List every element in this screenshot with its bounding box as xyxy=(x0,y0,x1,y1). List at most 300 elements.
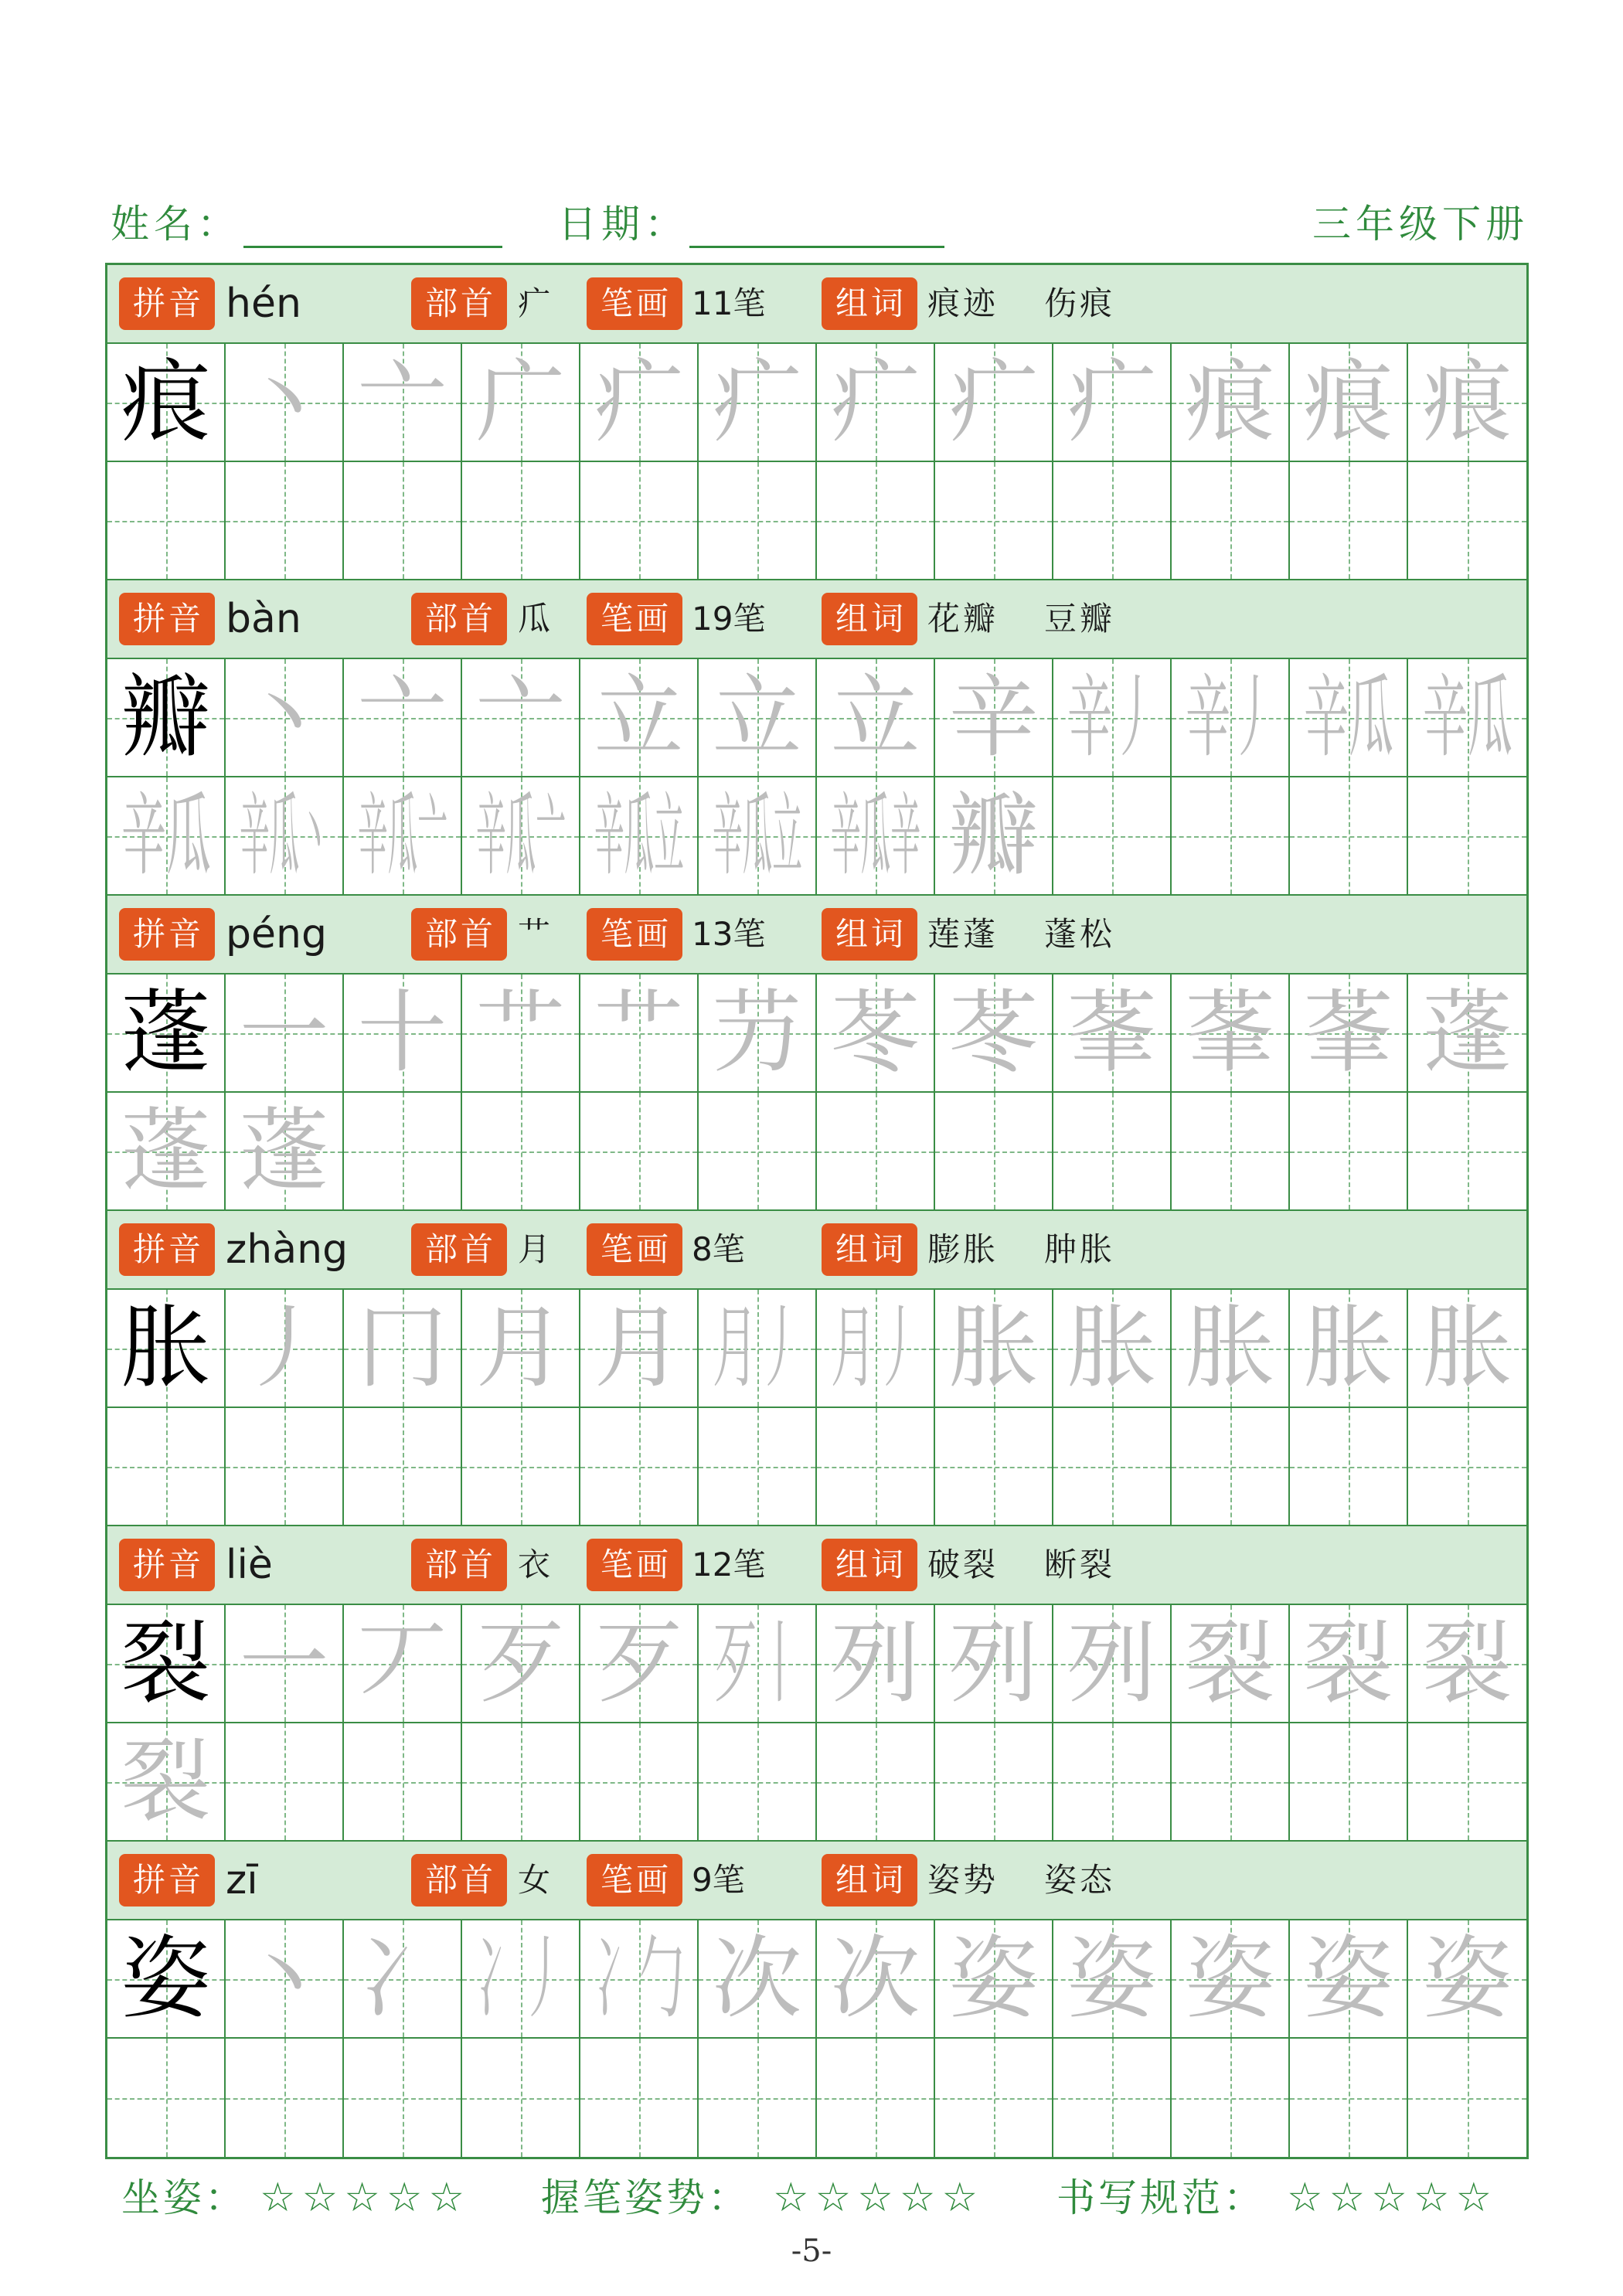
stroke-trace: 次 xyxy=(830,1926,920,2031)
practice-cell xyxy=(935,1290,1053,1408)
writing-standard-stars: ☆☆☆☆☆ xyxy=(1287,2175,1499,2221)
word-1: 姿势 xyxy=(927,1861,999,1899)
practice-cell xyxy=(1408,344,1526,462)
practice-cell xyxy=(699,1093,817,1211)
practice-cell xyxy=(462,659,580,777)
practice-cell xyxy=(1408,1093,1526,1211)
posture-stars: ☆☆☆☆☆ xyxy=(260,2175,471,2221)
practice-cell xyxy=(817,1723,935,1842)
practice-cell xyxy=(226,659,344,777)
practice-cell xyxy=(580,1605,699,1723)
strokes-badge: 笔画 xyxy=(587,908,682,961)
stroke-trace: 歹 xyxy=(594,1611,684,1716)
practice-cell xyxy=(107,1723,226,1842)
practice-cell xyxy=(1053,1605,1172,1723)
practice-cell xyxy=(699,1408,817,1526)
practice-cell xyxy=(344,344,462,462)
entry-info-row xyxy=(107,1842,1526,1920)
words-badge: 组词 xyxy=(822,1539,917,1591)
pinyin-badge: 拼音 xyxy=(119,277,215,330)
practice-cell xyxy=(1172,1723,1290,1842)
stroke-trace: 立 xyxy=(830,665,920,770)
practice-cell xyxy=(699,975,817,1093)
practice-cell xyxy=(462,344,580,462)
practice-cell xyxy=(1408,1290,1526,1408)
practice-cell xyxy=(1053,462,1172,580)
practice-cell xyxy=(1290,1605,1408,1723)
practice-grid xyxy=(107,1290,1526,1526)
stroke-trace: 疒 xyxy=(830,349,920,454)
stroke-trace: 歹 xyxy=(475,1611,566,1716)
stroke-trace: 亠 xyxy=(357,349,447,454)
practice-cell xyxy=(344,462,462,580)
stroke-count: 13笔 xyxy=(692,915,766,953)
practice-cell xyxy=(1172,1093,1290,1211)
stroke-count: 11笔 xyxy=(692,284,766,322)
date-underline xyxy=(689,246,944,248)
words-badge: 组词 xyxy=(822,908,917,961)
practice-cell xyxy=(580,1920,699,2039)
stroke-trace: 辛瓜辛 xyxy=(830,783,920,888)
words-badge: 组词 xyxy=(822,1223,917,1276)
stroke-trace: 裂 xyxy=(1303,1611,1393,1716)
practice-cell xyxy=(462,1093,580,1211)
practice-cell xyxy=(1053,2039,1172,2157)
practice-cell xyxy=(1290,777,1408,896)
practice-cell xyxy=(462,462,580,580)
stroke-trace: 辛瓜 xyxy=(121,783,211,888)
practice-cell xyxy=(1290,462,1408,580)
practice-cell xyxy=(1290,2039,1408,2157)
stroke-trace: 姿 xyxy=(1303,1926,1393,2031)
entry-info-row xyxy=(107,580,1526,659)
pinyin-text: liè xyxy=(226,1542,273,1588)
practice-cell xyxy=(1290,975,1408,1093)
practice-cell xyxy=(1290,1290,1408,1408)
writing-standard-label: 书写规范： xyxy=(1056,2175,1265,2220)
stroke-trace: 姿 xyxy=(1185,1926,1275,2031)
word-2: 姿态 xyxy=(1044,1861,1116,1899)
stroke-trace: 疒 xyxy=(1067,349,1157,454)
practice-cell xyxy=(344,1093,462,1211)
stroke-trace: 莑 xyxy=(1185,980,1275,1085)
stroke-trace: 月 xyxy=(475,1295,566,1400)
practice-cell xyxy=(226,2039,344,2157)
entry-info-row xyxy=(107,265,1526,344)
words-badge: 组词 xyxy=(822,277,917,330)
radical-badge: 部首 xyxy=(411,277,507,330)
practice-cell xyxy=(344,1290,462,1408)
stroke-trace: 胀 xyxy=(1067,1295,1157,1400)
stroke-trace: 裂 xyxy=(121,1729,211,1834)
practice-cell xyxy=(580,2039,699,2157)
radical-text: 瓜 xyxy=(518,600,551,638)
practice-cell xyxy=(1053,1920,1172,2039)
practice-cell xyxy=(699,1723,817,1842)
page-number: -5- xyxy=(791,2233,832,2269)
strokes-badge: 笔画 xyxy=(587,1539,682,1591)
practice-cell xyxy=(226,1723,344,1842)
practice-cell xyxy=(817,1093,935,1211)
practice-cell xyxy=(1408,1408,1526,1526)
word-2: 断裂 xyxy=(1044,1546,1116,1583)
stroke-trace: 列 xyxy=(1067,1611,1157,1716)
stroke-trace: 痕 xyxy=(1422,349,1512,454)
name-underline xyxy=(243,246,502,248)
model-character: 瓣 xyxy=(121,665,211,770)
entry-info-row xyxy=(107,1526,1526,1605)
practice-cell xyxy=(226,1605,344,1723)
stroke-trace: 姿 xyxy=(948,1926,1039,2031)
practice-grid xyxy=(107,344,1526,580)
stroke-trace: 辛瓜立 xyxy=(712,783,802,888)
practice-cell xyxy=(226,1093,344,1211)
practice-cell xyxy=(226,975,344,1093)
radical-badge: 部首 xyxy=(411,908,507,961)
practice-cell xyxy=(344,1723,462,1842)
practice-cell xyxy=(1172,1920,1290,2039)
practice-cell xyxy=(817,975,935,1093)
word-1: 膨胀 xyxy=(927,1230,999,1268)
words-badge: 组词 xyxy=(822,593,917,645)
strokes-badge: 笔画 xyxy=(587,1223,682,1276)
stroke-count: 8笔 xyxy=(692,1230,745,1268)
practice-cell xyxy=(1053,1723,1172,1842)
practice-cell xyxy=(817,462,935,580)
word-2: 伤痕 xyxy=(1044,284,1116,322)
word-2: 豆瓣 xyxy=(1044,600,1116,638)
practice-cell xyxy=(580,1093,699,1211)
character-entry xyxy=(107,1211,1526,1526)
practice-cell xyxy=(580,1290,699,1408)
word-2: 蓬松 xyxy=(1044,915,1116,953)
practice-cell xyxy=(817,1290,935,1408)
strokes-badge: 笔画 xyxy=(587,277,682,330)
pinyin-badge: 拼音 xyxy=(119,1539,215,1591)
stroke-count: 19笔 xyxy=(692,600,766,638)
stroke-trace: 蓬 xyxy=(239,1098,329,1203)
stroke-trace: 月 xyxy=(594,1295,684,1400)
character-entry xyxy=(107,265,1526,580)
stroke-trace: 丶 xyxy=(239,349,329,454)
pinyin-badge: 拼音 xyxy=(119,1223,215,1276)
stroke-trace: 蓬 xyxy=(121,1098,211,1203)
entry-info-row xyxy=(107,1211,1526,1290)
practice-cell xyxy=(107,1920,226,2039)
stroke-trace: 辛瓜 xyxy=(1303,665,1393,770)
practice-cell xyxy=(817,659,935,777)
practice-cell xyxy=(935,462,1053,580)
stroke-trace: 月丿 xyxy=(712,1295,802,1400)
model-character: 胀 xyxy=(121,1295,211,1400)
practice-cell xyxy=(580,462,699,580)
practice-cell xyxy=(344,659,462,777)
practice-cell xyxy=(1172,1290,1290,1408)
practice-cell xyxy=(580,777,699,896)
stroke-trace: 胀 xyxy=(1185,1295,1275,1400)
posture-label: 坐姿： xyxy=(121,2175,247,2220)
practice-cell xyxy=(1053,344,1172,462)
model-character: 痕 xyxy=(121,349,211,454)
word-1: 破裂 xyxy=(927,1546,999,1583)
stroke-trace: 苳 xyxy=(830,980,920,1085)
practice-cell xyxy=(1053,975,1172,1093)
model-character: 蓬 xyxy=(121,980,211,1085)
stroke-trace: 胀 xyxy=(948,1295,1039,1400)
strokes-badge: 笔画 xyxy=(587,593,682,645)
model-character: 姿 xyxy=(121,1926,211,2031)
stroke-trace: 蓬 xyxy=(1422,980,1512,1085)
entry-info-row xyxy=(107,896,1526,975)
stroke-trace: 胀 xyxy=(1422,1295,1512,1400)
practice-cell xyxy=(1053,659,1172,777)
stroke-trace: 次 xyxy=(712,1926,802,2031)
practice-cell xyxy=(699,462,817,580)
practice-cell xyxy=(817,1408,935,1526)
stroke-trace: 痕 xyxy=(1303,349,1393,454)
practice-cell xyxy=(1053,777,1172,896)
model-character: 裂 xyxy=(121,1611,211,1716)
stroke-trace: 丆 xyxy=(357,1611,447,1716)
stroke-trace: 莑 xyxy=(1067,980,1157,1085)
practice-cell xyxy=(462,1605,580,1723)
practice-grid xyxy=(107,659,1526,896)
stroke-trace: 立 xyxy=(712,665,802,770)
practice-cell xyxy=(817,344,935,462)
practice-cell xyxy=(344,1605,462,1723)
practice-cell xyxy=(817,1920,935,2039)
practice-cell xyxy=(226,777,344,896)
pen-grip-stars: ☆☆☆☆☆ xyxy=(773,2175,985,2221)
stroke-trace: 裂 xyxy=(1422,1611,1512,1716)
practice-cell xyxy=(1172,975,1290,1093)
practice-cell xyxy=(817,777,935,896)
stroke-trace: 辛瓜亠 xyxy=(475,783,566,888)
practice-cell xyxy=(344,975,462,1093)
pinyin-text: zhàng xyxy=(226,1226,349,1273)
practice-cell xyxy=(462,975,580,1093)
practice-cell xyxy=(935,777,1053,896)
stroke-trace: 一 xyxy=(239,980,329,1085)
practice-cell xyxy=(699,1920,817,2039)
practice-cell xyxy=(935,2039,1053,2157)
practice-cell xyxy=(699,659,817,777)
practice-cell xyxy=(935,1723,1053,1842)
stroke-trace: 芀 xyxy=(712,980,802,1085)
stroke-trace: 艹 xyxy=(475,980,566,1085)
practice-cell xyxy=(699,777,817,896)
stroke-trace: 丶 xyxy=(239,665,329,770)
practice-grid xyxy=(107,1920,1526,2157)
stroke-trace: 冂 xyxy=(357,1295,447,1400)
radical-badge: 部首 xyxy=(411,1223,507,1276)
stroke-trace: 亠 xyxy=(357,665,447,770)
practice-cell xyxy=(1408,659,1526,777)
stroke-trace: 胀 xyxy=(1303,1295,1393,1400)
practice-cell xyxy=(107,777,226,896)
stroke-trace: 辛 xyxy=(948,665,1039,770)
practice-cell xyxy=(1172,2039,1290,2157)
practice-cell xyxy=(935,975,1053,1093)
practice-cell xyxy=(107,1605,226,1723)
stroke-count: 12笔 xyxy=(692,1546,766,1583)
stroke-trace: 疒 xyxy=(712,349,802,454)
stroke-trace: 辛瓜亠 xyxy=(357,783,447,888)
practice-sheet xyxy=(105,263,1529,2159)
practice-cell xyxy=(1408,975,1526,1093)
practice-cell xyxy=(1172,462,1290,580)
practice-cell xyxy=(107,462,226,580)
practice-cell xyxy=(344,777,462,896)
name-label: 姓名： xyxy=(111,202,240,247)
practice-cell xyxy=(935,344,1053,462)
character-entry xyxy=(107,1526,1526,1842)
stroke-trace: 立 xyxy=(594,665,684,770)
practice-cell xyxy=(1172,1408,1290,1526)
stroke-trace: 十 xyxy=(357,980,447,1085)
practice-cell xyxy=(1408,1605,1526,1723)
pinyin-text: zī xyxy=(226,1857,258,1903)
practice-cell xyxy=(107,2039,226,2157)
practice-cell xyxy=(1172,659,1290,777)
practice-cell xyxy=(1408,777,1526,896)
stroke-trace: 丿 xyxy=(239,1295,329,1400)
practice-cell xyxy=(226,1290,344,1408)
stroke-trace: 苳 xyxy=(948,980,1039,1085)
practice-cell xyxy=(1172,777,1290,896)
stroke-trace: 辛瓜立 xyxy=(594,783,684,888)
practice-cell xyxy=(1053,1408,1172,1526)
grade-label: 三年级下册 xyxy=(1312,202,1529,247)
practice-cell xyxy=(817,2039,935,2157)
stroke-trace: 丶 xyxy=(239,1926,329,2031)
radical-badge: 部首 xyxy=(411,593,507,645)
pinyin-text: bàn xyxy=(226,596,301,642)
practice-cell xyxy=(462,1290,580,1408)
practice-cell xyxy=(1408,2039,1526,2157)
character-entry xyxy=(107,580,1526,896)
practice-cell xyxy=(699,344,817,462)
character-entry xyxy=(107,896,1526,1211)
stroke-trace: 裂 xyxy=(1185,1611,1275,1716)
practice-cell xyxy=(226,1920,344,2039)
stroke-trace: 疒 xyxy=(948,349,1039,454)
stroke-trace: 月丿 xyxy=(830,1295,920,1400)
practice-cell xyxy=(699,1290,817,1408)
practice-cell xyxy=(580,1723,699,1842)
stroke-trace: 冫 xyxy=(357,1926,447,2031)
radical-text: 疒 xyxy=(518,284,551,322)
practice-cell xyxy=(935,1605,1053,1723)
practice-cell xyxy=(935,1093,1053,1211)
stroke-trace: 广 xyxy=(475,349,566,454)
stroke-trace: 辛瓜丶 xyxy=(239,783,329,888)
practice-cell xyxy=(1172,1605,1290,1723)
character-entry xyxy=(107,1842,1526,2157)
date-label: 日期： xyxy=(558,202,688,247)
practice-cell xyxy=(344,2039,462,2157)
practice-cell xyxy=(1290,659,1408,777)
stroke-trace: 歹丨 xyxy=(712,1611,802,1716)
stroke-trace: 莑 xyxy=(1303,980,1393,1085)
stroke-trace: 疒 xyxy=(594,349,684,454)
practice-cell xyxy=(107,1093,226,1211)
pinyin-text: hén xyxy=(226,281,301,327)
practice-cell xyxy=(107,1408,226,1526)
practice-cell xyxy=(107,344,226,462)
words-badge: 组词 xyxy=(822,1854,917,1907)
radical-text: 艹 xyxy=(518,915,551,953)
practice-grid xyxy=(107,975,1526,1211)
practice-cell xyxy=(107,659,226,777)
word-2: 肿胀 xyxy=(1044,1230,1116,1268)
practice-cell xyxy=(226,462,344,580)
practice-cell xyxy=(1408,1723,1526,1842)
stroke-count: 9笔 xyxy=(692,1861,745,1899)
stroke-trace: 姿 xyxy=(1422,1926,1512,2031)
radical-text: 衣 xyxy=(518,1546,551,1583)
stroke-trace: 辛丿 xyxy=(1185,665,1275,770)
pinyin-badge: 拼音 xyxy=(119,1854,215,1907)
practice-cell xyxy=(1408,1920,1526,2039)
radical-text: 月 xyxy=(518,1230,551,1268)
word-1: 痕迹 xyxy=(927,284,999,322)
radical-badge: 部首 xyxy=(411,1539,507,1591)
stroke-trace: 瓣 xyxy=(948,783,1039,888)
pinyin-badge: 拼音 xyxy=(119,908,215,961)
practice-cell xyxy=(580,975,699,1093)
practice-cell xyxy=(935,1920,1053,2039)
practice-cell xyxy=(1053,1093,1172,1211)
practice-cell xyxy=(817,1605,935,1723)
practice-cell xyxy=(580,344,699,462)
practice-cell xyxy=(1290,344,1408,462)
practice-cell xyxy=(1290,1920,1408,2039)
stroke-trace: 冫丿 xyxy=(475,1926,566,2031)
stroke-trace: 姿 xyxy=(1067,1926,1157,2031)
pinyin-text: péng xyxy=(226,911,327,958)
practice-cell xyxy=(226,1408,344,1526)
practice-cell xyxy=(107,1290,226,1408)
stroke-trace: 痕 xyxy=(1185,349,1275,454)
stroke-trace: 冫勹 xyxy=(594,1926,684,2031)
practice-cell xyxy=(1408,462,1526,580)
practice-cell xyxy=(462,1723,580,1842)
strokes-badge: 笔画 xyxy=(587,1854,682,1907)
practice-cell xyxy=(580,659,699,777)
radical-text: 女 xyxy=(518,1861,551,1899)
pen-grip-label: 握笔姿势： xyxy=(541,2175,750,2220)
practice-cell xyxy=(462,1408,580,1526)
practice-cell xyxy=(1290,1408,1408,1526)
pinyin-badge: 拼音 xyxy=(119,593,215,645)
practice-cell xyxy=(344,1920,462,2039)
practice-cell xyxy=(580,1408,699,1526)
practice-cell xyxy=(226,344,344,462)
practice-cell xyxy=(107,975,226,1093)
stroke-trace: 艹 xyxy=(594,980,684,1085)
practice-grid xyxy=(107,1605,1526,1842)
stroke-trace: 辛瓜 xyxy=(1422,665,1512,770)
radical-badge: 部首 xyxy=(411,1854,507,1907)
practice-cell xyxy=(1290,1093,1408,1211)
word-1: 花瓣 xyxy=(927,600,999,638)
stroke-trace: 列 xyxy=(948,1611,1039,1716)
practice-cell xyxy=(1290,1723,1408,1842)
practice-cell xyxy=(935,1408,1053,1526)
practice-cell xyxy=(462,1920,580,2039)
practice-cell xyxy=(344,1408,462,1526)
